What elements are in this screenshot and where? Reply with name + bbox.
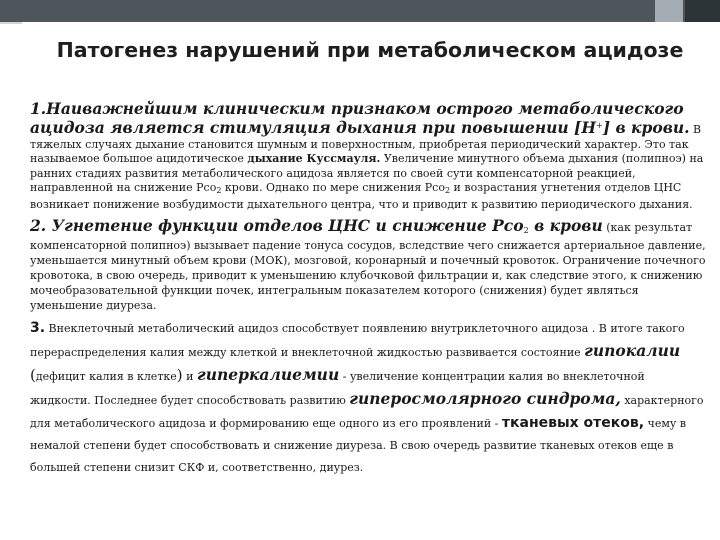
p1-lead-end: ] в крови.	[602, 118, 690, 138]
p1-sub1: 2	[216, 186, 222, 196]
p1-text4: и возрастания угнетения отделов ЦНС возникает понижение возбудимости дыхательного центра, что и приводит к развитию периодического дыхания.	[30, 181, 693, 212]
p3-text1: Внеклеточный метаболический ацидоз способствует появлению внутриклеточного ацидоза . В итоге такого перераспределения калия между клеткой и внеклеточной жидкостью развивается состояние	[30, 321, 685, 359]
page-title: Патогенез нарушений при метаболическом ацидозе	[56, 38, 684, 62]
p3-text2: дефицит калия в клетке	[35, 369, 177, 383]
p3-paren-open: (	[30, 365, 36, 384]
paragraph-2	[30, 215, 706, 313]
p3-paren-close: )	[176, 365, 183, 384]
paragraph-3	[30, 317, 706, 479]
p2-lead: 2. Угнетение функции отделов ЦНС и снижение Рсо	[30, 215, 524, 235]
p1-text1: В тяжелых случаях дыхание становится шумным и поверхностным, приобретая периодический характер. Это так называемое большое ацидотическое	[30, 123, 702, 166]
p3-text4: - увеличение концентрации калия во внеклеточной жидкости. Последнее будет способствовать развитию	[30, 369, 645, 407]
p1-lead: 1.Наиважнейшим клиническим признаком острого метаболического ацидоза является стимуляция дыхания при повышении [Н	[30, 99, 684, 138]
p1-bold: дыхание Куссмауля.	[247, 152, 381, 166]
p3-term-hyperkalemia: гиперкалиемии	[196, 364, 340, 384]
left-rule	[0, 22, 22, 24]
p3-term-edema: тканевых отеков,	[501, 414, 645, 431]
paragraph-1	[30, 99, 706, 213]
p3-text5: характерного для метаболического ацидоза и формированию еще одного из его проявлений -	[30, 393, 704, 430]
p3-text3: и	[182, 369, 197, 383]
top-bar-accent-dark	[685, 0, 720, 22]
p1-lead-sup: +	[596, 121, 603, 131]
p3-number: 3.	[30, 319, 46, 336]
p1-text3: крови. Однако по мере снижения Рсо	[221, 181, 445, 195]
top-bar	[0, 0, 720, 22]
p1-sub2: 2	[444, 186, 451, 196]
p2-lead-end: в крови	[528, 215, 603, 235]
p3-text6: чему в немалой степени будет способствовать и снижение диуреза. В свою очередь развитие тканевых отеков еще в большей степени снизит СКФ и, соответственно, диурез.	[30, 416, 687, 474]
top-bar-accent-light	[655, 0, 683, 22]
p3-term-hypokalia: гипокалии	[584, 340, 681, 360]
content	[30, 99, 706, 479]
p1-text2: Увеличение минутного объема дыхания (полипноэ) на ранних стадиях развития метаболического ацидоза является по своей сути компенсаторной реакцией, направленной на снижение Рсо	[30, 152, 704, 195]
p2-lead-sub: 2	[523, 225, 529, 235]
p3-term-hyperosmolar: гиперосмолярного синдрома,	[349, 388, 621, 408]
p2-text: (как результат компенсаторной полипноэ) вызывает падение тонуса сосудов, вследствие чего снижается артериальное давление, уменьшается минутный объем крови (МОК), мозговой, коронарный и почечный кровоток. Ограничение почечного кровотока, в свою очередь, приводит к уменьшению клубочковой фильтрации и, как следствие этого, к снижению мочеобразовательной функции почек, интегральным показателем которого (снижения) будет являться уменьшение диуреза.	[30, 220, 706, 312]
